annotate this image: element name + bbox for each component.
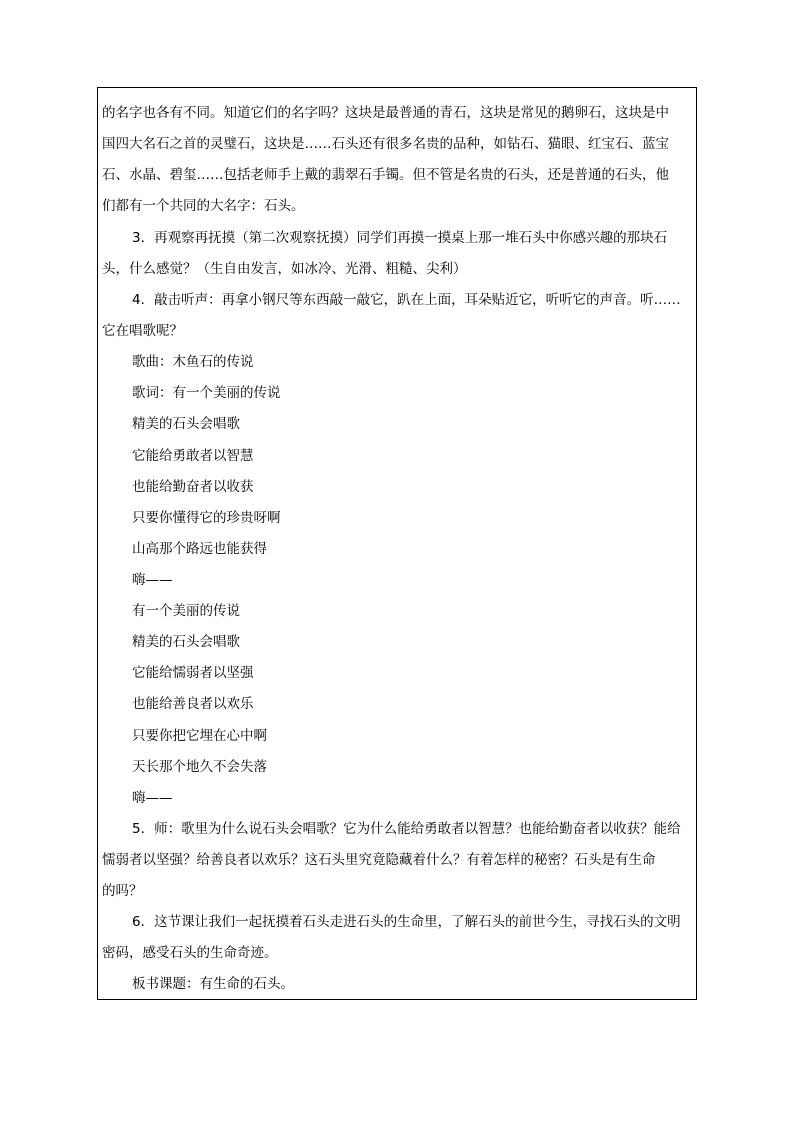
text-line: 也能给善良者以欢乐 [132,696,254,712]
text-line: 3．再观察再抚摸（第二次观察抚摸）同学们再摸一摸桌上那一堆石头中你感兴趣的那块石 [132,230,668,246]
text-line: 们都有一个共同的大名字：石头。 [102,198,305,214]
text-line: 山高那个路远也能获得 [132,541,267,557]
text-line: 只要你懂得它的珍贵呀啊 [132,510,281,526]
text-line: 板书课题：有生命的石头。 [132,976,294,992]
text-line: 有一个美丽的传说 [132,603,240,619]
text-line: 嗨—— [132,790,173,806]
text-line: 的吗？ [102,883,143,899]
text-line: 的名字也各有不同。知道它们的名字吗？这块是最普通的青石，这块是常见的鹅卵石，这块是中 [102,105,669,121]
text-line: 精美的石头会唱歌 [132,416,240,432]
lesson-table-cell [97,87,697,1000]
text-line: 也能给勤奋者以收获 [132,479,254,495]
text-line: 头，什么感觉？（生自由发言，如冰冷、光滑、粗糙、尖利） [102,261,467,277]
text-line: 6．这节课让我们一起抚摸着石头走进石头的生命里，了解石头的前世今生，寻找石头的文明 [132,914,681,930]
text-line: 歌词：有一个美丽的传说 [132,385,281,401]
text-line: 密码，感受石头的生命奇迹。 [102,945,278,961]
text-line: 它能给懦弱者以坚强 [132,665,254,681]
text-line: 嗨—— [132,572,173,588]
text-line: 它能给勇敢者以智慧 [132,448,254,464]
text-line: 5．师：歌里为什么说石头会唱歌？它为什么能给勇敢者以智慧？也能给勤奋者以收获？能给 [132,821,681,837]
text-line: 只要你把它埋在心中啊 [132,728,267,744]
text-line: 国四大名石之首的灵璧石，这块是……石头还有很多名贵的品种，如钻石、猫眼、红宝石、蓝宝 [102,136,669,152]
text-line: 它在唱歌呢？ [102,323,183,339]
text-line: 懦弱者以坚强？给善良者以欢乐？这石头里究竟隐藏着什么？有着怎样的秘密？石头是有生命 [102,852,656,868]
text-line: 天长那个地久不会失落 [132,759,267,775]
text-line: 石、水晶、碧玺……包括老师手上戴的翡翠石手镯。但不管是名贵的石头，还是普通的石头，他 [102,167,669,183]
text-line: 歌曲：木鱼石的传说 [132,354,254,370]
text-line: 4．敲击听声：再拿小钢尺等东西敲一敲它，趴在上面，耳朵贴近它，听听它的声音。听…… [132,292,681,308]
text-line: 精美的石头会唱歌 [132,634,240,650]
